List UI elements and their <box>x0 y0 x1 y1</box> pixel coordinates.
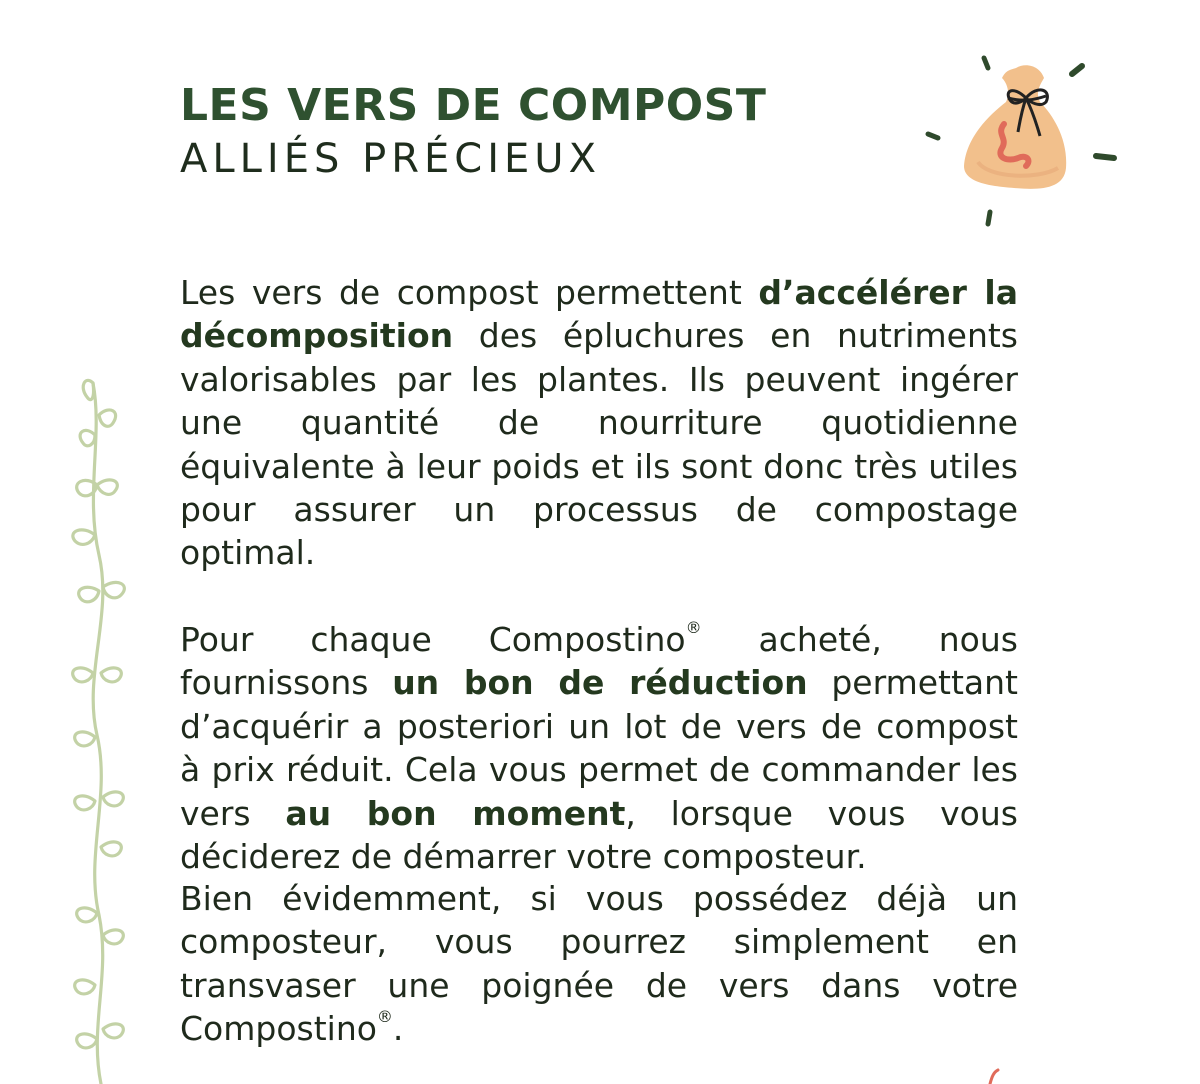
emphasis-text: un bon de réduction <box>392 663 808 703</box>
vine-illustration <box>55 375 145 1084</box>
paragraph-text: . <box>392 1009 404 1049</box>
emphasis-text: au bon moment <box>285 793 626 833</box>
paragraph-text: , lorsque vous vous déciderez de démarrer votre composteur. <box>180 793 1018 877</box>
paragraph-text: Bien évidemment, si vous possédez déjà un composteur, vous pourrez simplement en transvaser une poignée de vers dans votre Compostino <box>180 879 1018 1049</box>
emphasis-text: d’accélérer la décomposition <box>180 273 1019 356</box>
page-subtitle: ALLIÉS PRÉCIEUX <box>180 136 601 182</box>
existing-composter-paragraph <box>180 877 1018 1051</box>
voucher-paragraph <box>180 618 1018 878</box>
paragraph-text: des épluchures en nutriments valorisables par les plantes. Ils peuvent ingérer une quantité de nourriture quotidienne équivalente à leur poids et ils sont donc très utiles pour assurer un processus de compostage optimal. <box>180 316 1018 573</box>
intro-paragraph <box>180 271 1018 575</box>
registered-mark: ® <box>685 618 702 637</box>
paragraph-text: Pour chaque Compostino <box>180 620 686 659</box>
page-title: LES VERS DE COMPOST <box>180 80 767 131</box>
paragraph-text: permettant d’acquérir a posteriori un lot de vers de compost à prix réduit. Cela vous permet de commander les vers <box>180 663 1018 833</box>
registered-mark: ® <box>376 1007 393 1027</box>
paragraph-text: Les vers de compost permettent <box>180 273 759 312</box>
paragraph-text: acheté, nous fournissons <box>180 620 1018 703</box>
worm-bag-illustration <box>918 50 1128 240</box>
corner-decoration-icon <box>976 1068 1006 1084</box>
